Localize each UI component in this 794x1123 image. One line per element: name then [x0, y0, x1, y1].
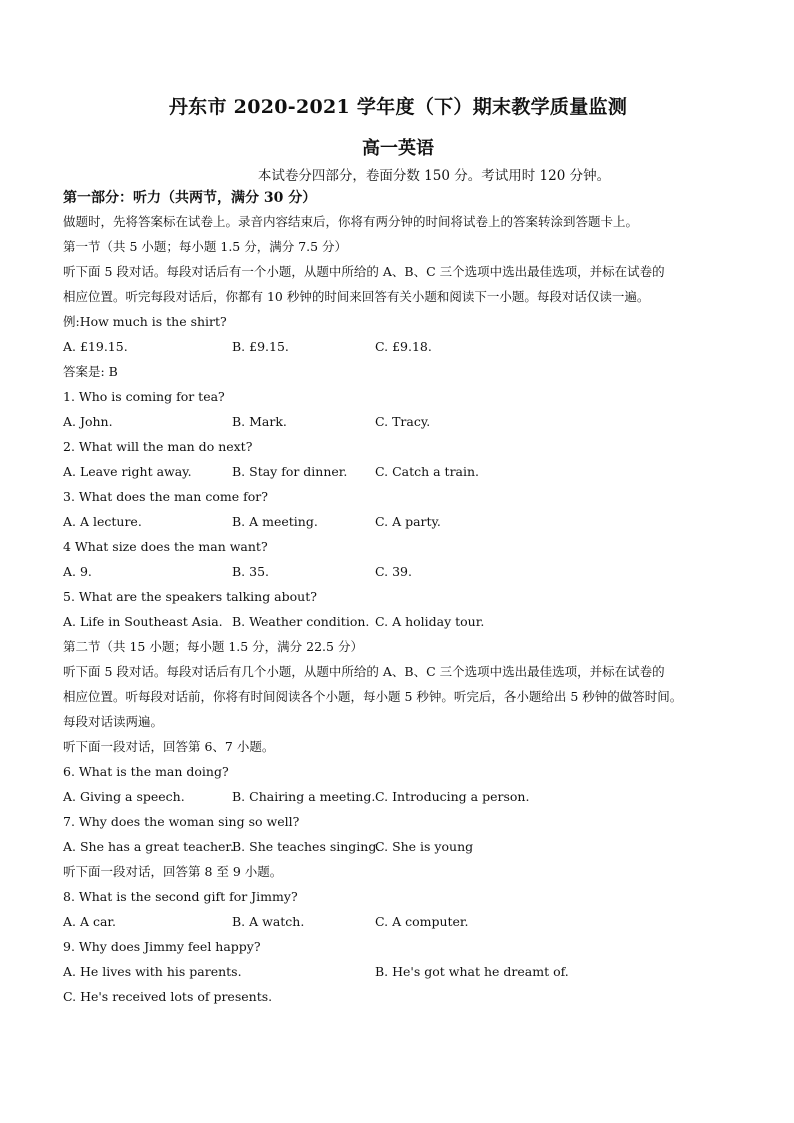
question-7-option-c: C. She is young	[375, 839, 474, 854]
question-4-option-c: C. 39.	[375, 564, 412, 579]
question-2-option-a: A. Leave right away.	[63, 464, 192, 479]
question-7-options	[63, 834, 733, 859]
question-6-option-c: C. Introducing a person.	[375, 789, 530, 804]
question-9-options-row1	[63, 959, 733, 984]
question-3-option-b: B. A meeting.	[232, 514, 318, 529]
question-9-option-b: B. He's got what he dreamt of.	[375, 964, 569, 979]
section1-directions-line1: 听下面 5 段对话。每段对话后有一个小题，从题中所给的 A、B、C 三个选项中选出最佳选项，并标在试卷的	[63, 264, 665, 279]
question-8-option-b: B. A watch.	[232, 914, 305, 929]
group1-intro: 听下面一段对话，回答第 6、7 小题。	[63, 739, 275, 754]
example-options	[63, 334, 733, 359]
question-6-option-b: B. Chairing a meeting.	[232, 789, 376, 804]
question-3: 3. What does the man come for?	[63, 489, 268, 504]
question-4-option-b: B. 35.	[232, 564, 270, 579]
group2-intro: 听下面一段对话，回答第 8 至 9 小题。	[63, 864, 283, 879]
question-3-option-c: C. A party.	[375, 514, 441, 529]
question-9: 9. Why does Jimmy feel happy?	[63, 939, 261, 954]
question-5-option-c: C. A holiday tour.	[375, 614, 485, 629]
question-4-options	[63, 559, 733, 584]
example-option-a: A. £19.15.	[63, 339, 128, 354]
example-question: 例:How much is the shirt?	[63, 314, 227, 329]
question-6-option-a: A. Giving a speech.	[63, 789, 185, 804]
section1-heading: 第一节（共 5 小题；每小题 1.5 分，满分 7.5 分）	[63, 239, 348, 254]
question-8: 8. What is the second gift for Jimmy?	[63, 889, 298, 904]
question-5: 5. What are the speakers talking about?	[63, 589, 317, 604]
question-1-options	[63, 409, 733, 434]
question-1-option-c: C. Tracy.	[375, 414, 431, 429]
question-4-option-a: A. 9.	[63, 564, 92, 579]
section2-directions-line2: 相应位置。听每段对话前，你将有时间阅读各个小题，每小题 5 秒钟。听完后，各小题给出 5 秒钟的做答时间。	[63, 689, 683, 704]
question-2-options	[63, 459, 733, 484]
question-9-option-c: C. He's received lots of presents.	[63, 989, 273, 1004]
question-9-option-a: A. He lives with his parents.	[63, 964, 242, 979]
question-5-option-a: A. Life in Southeast Asia.	[63, 614, 223, 629]
question-6: 6. What is the man doing?	[63, 764, 229, 779]
part1-instructions: 做题时，先将答案标在试卷上。录音内容结束后，你将有两分钟的时间将试卷上的答案转涂到答题卡上。	[63, 214, 639, 229]
exam-intro: 本试卷分四部分，卷面分数 150 分。考试用时 120 分钟。	[257, 168, 611, 184]
question-5-options	[63, 609, 733, 634]
question-5-option-b: B. Weather condition.	[232, 614, 370, 629]
question-3-option-a: A. A lecture.	[63, 514, 142, 529]
section2-directions-line3: 每段对话读两遍。	[63, 714, 164, 729]
question-7-option-b: B. She teaches singing.	[232, 839, 381, 854]
question-8-option-c: C. A computer.	[375, 914, 469, 929]
example-option-b: B. £9.15.	[232, 339, 289, 354]
question-1: 1. Who is coming for tea?	[63, 389, 225, 404]
question-1-option-a: A. John.	[63, 414, 113, 429]
question-3-options	[63, 509, 733, 534]
example-answer: 答案是: B	[63, 364, 118, 379]
question-8-options	[63, 909, 733, 934]
example-option-c: C. £9.18.	[375, 339, 432, 354]
page-subtitle: 高一英语	[362, 138, 434, 159]
page-title: 丹东市 2020-2021 学年度（下）期末教学质量监测	[168, 96, 628, 118]
question-1-option-b: B. Mark.	[232, 414, 287, 429]
part1-heading: 第一部分：听力（共两节，满分 30 分）	[63, 190, 317, 206]
exam-page	[63, 95, 733, 1009]
question-7: 7. Why does the woman sing so well?	[63, 814, 300, 829]
question-4: 4 What size does the man want?	[63, 539, 268, 554]
question-6-options	[63, 784, 733, 809]
question-2-option-c: C. Catch a train.	[375, 464, 480, 479]
section1-directions-line2: 相应位置。听完每段对话后，你都有 10 秒钟的时间来回答有关小题和阅读下一小题。每段对话仅读一遍。	[63, 289, 650, 304]
question-8-option-a: A. A car.	[63, 914, 117, 929]
section2-directions-line1: 听下面 5 段对话。每段对话后有几个小题，从题中所给的 A、B、C 三个选项中选出最佳选项，并标在试卷的	[63, 664, 665, 679]
question-7-option-a: A. She has a great teacher.	[63, 839, 234, 854]
question-2: 2. What will the man do next?	[63, 439, 253, 454]
section2-heading: 第二节（共 15 小题；每小题 1.5 分，满分 22.5 分）	[63, 639, 363, 654]
question-2-option-b: B. Stay for dinner.	[232, 464, 348, 479]
